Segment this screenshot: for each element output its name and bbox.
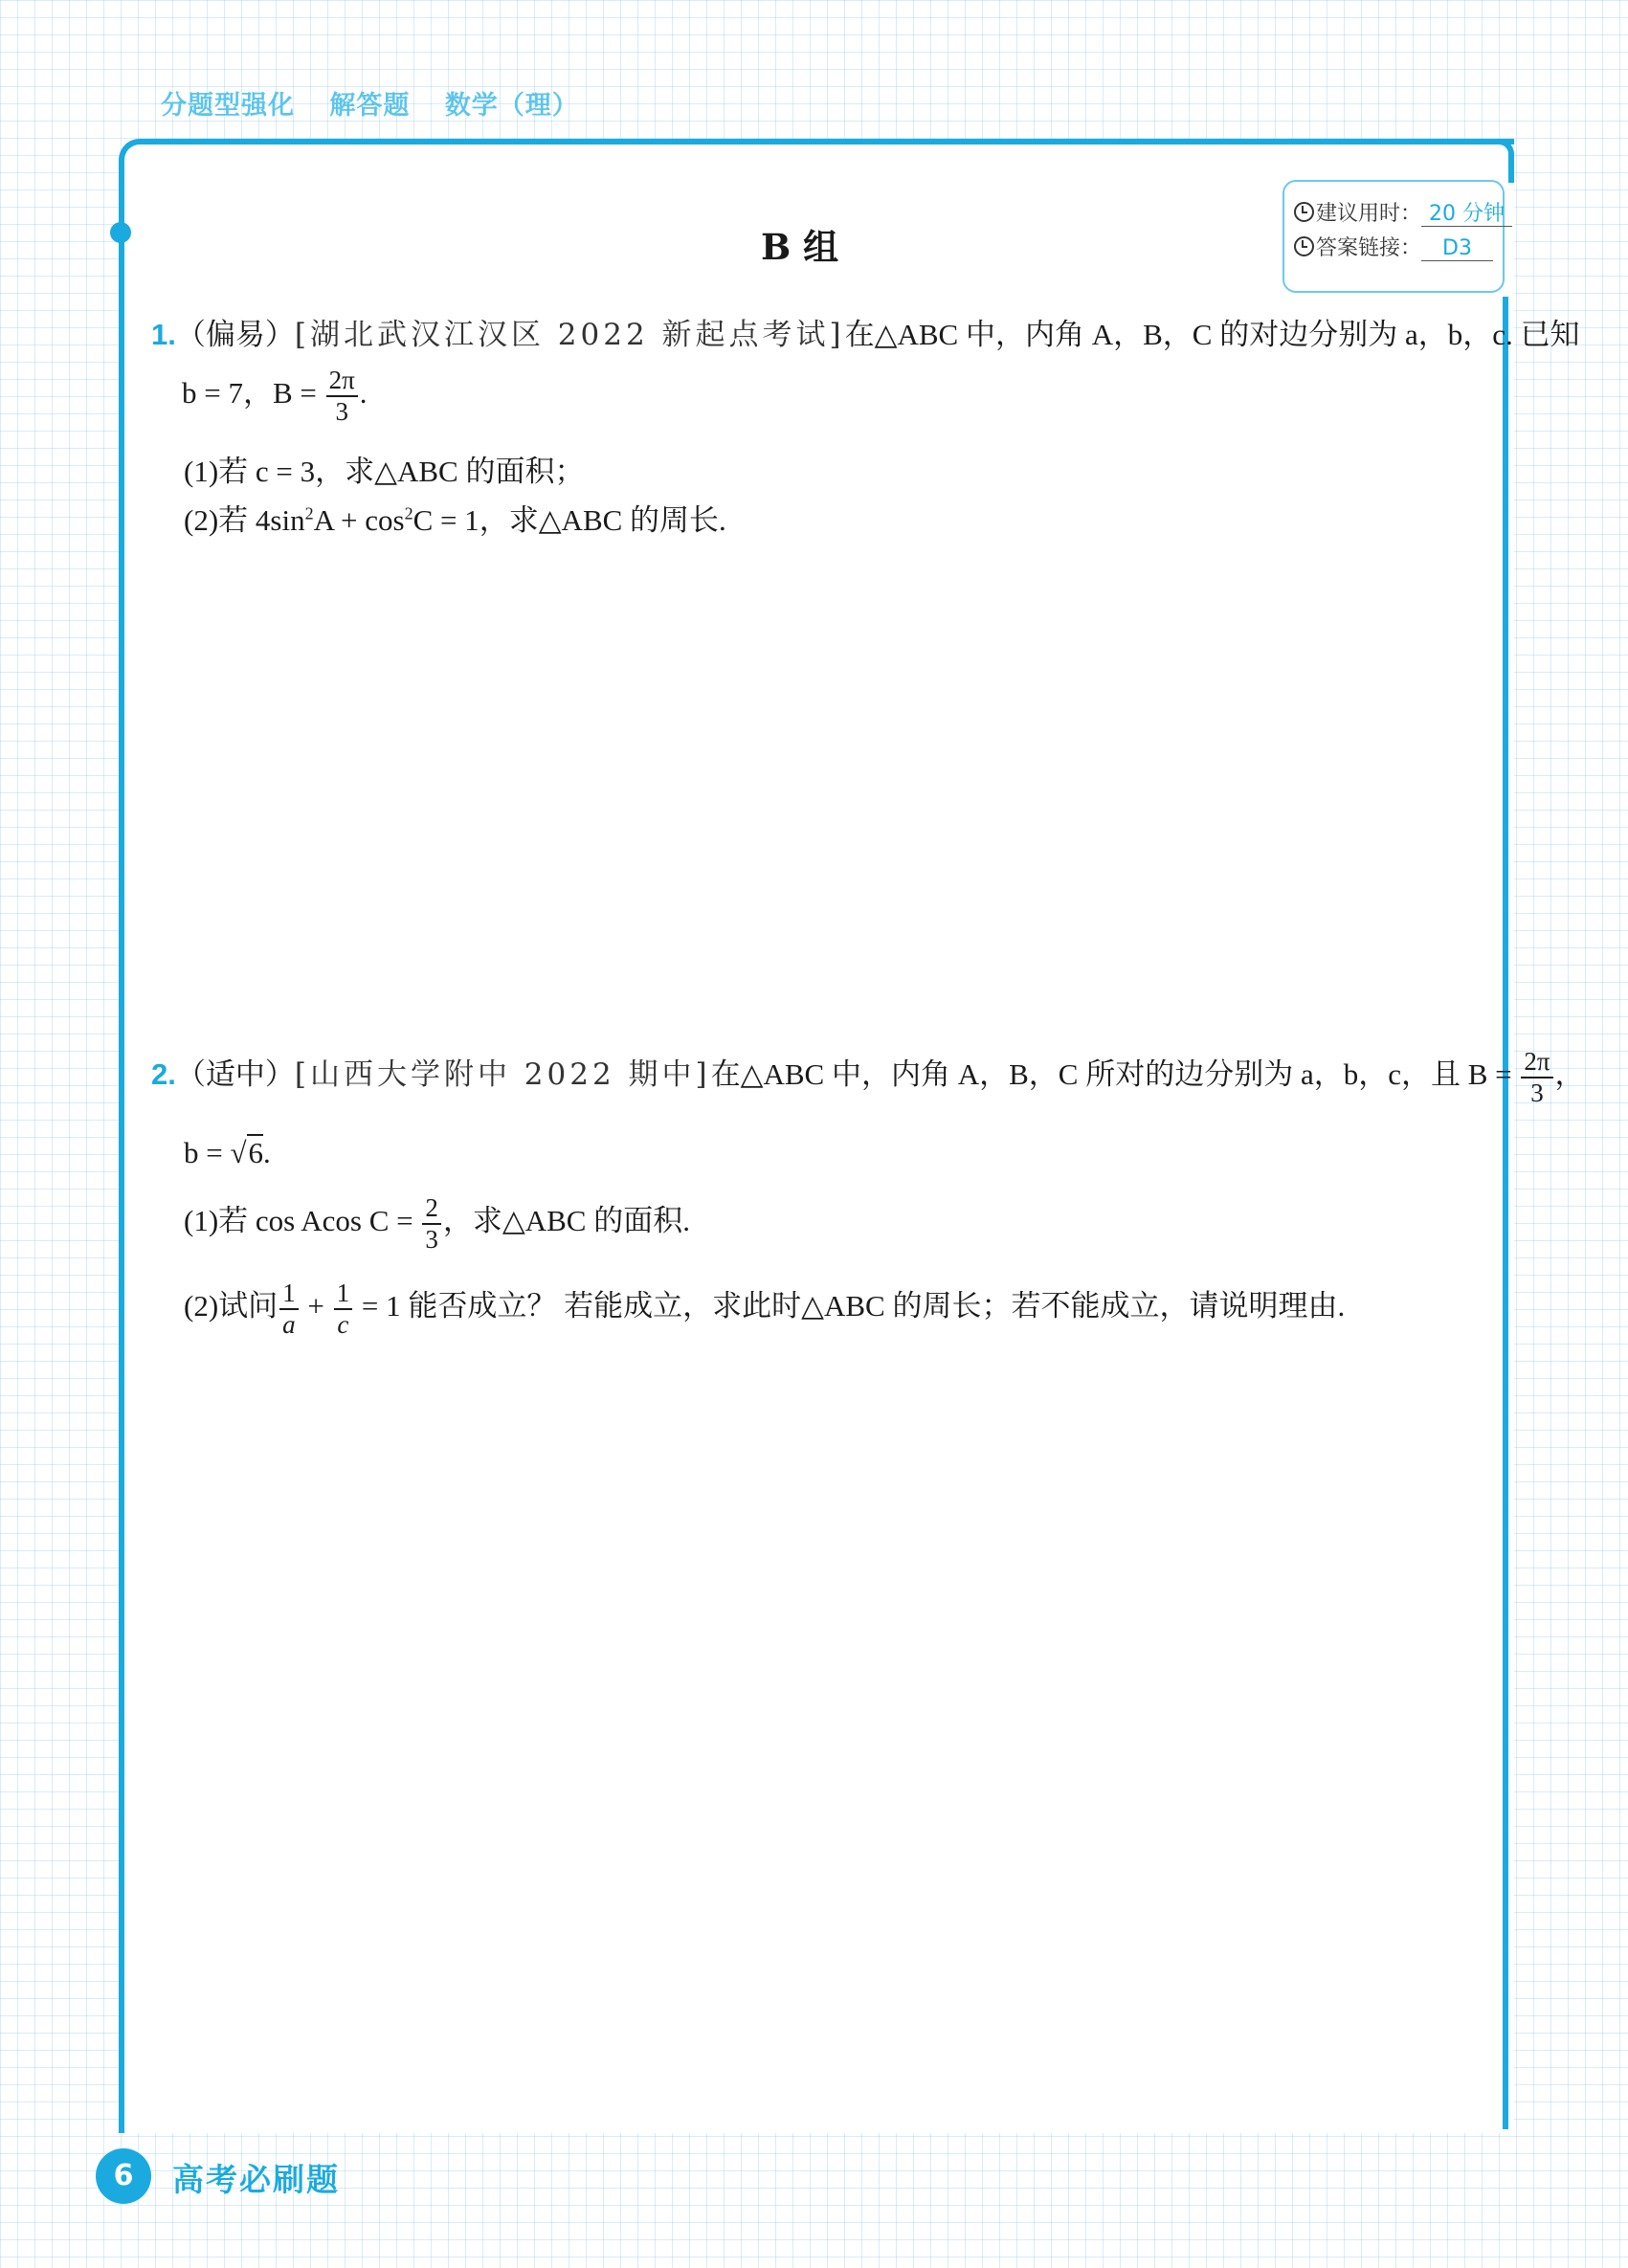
q2-part1-a: (1)若 cos Acos C = [184, 1204, 421, 1238]
link-icon [1294, 236, 1314, 256]
q1-frac-num: 2π [326, 366, 358, 397]
header-section: 分题型强化 [161, 91, 295, 121]
q1-part2-sup2: 2 [404, 503, 413, 523]
page-number-badge: 6 [96, 2148, 151, 2204]
q2-part2-d2: c [337, 1310, 349, 1340]
answer-row [1294, 232, 1493, 261]
q2-part1-num: 2 [422, 1193, 441, 1225]
group-title: B 组 [761, 226, 839, 268]
clock-icon [1294, 202, 1314, 222]
q2-part2-plus: + [300, 1289, 332, 1323]
q1-stem-text: 在△ABC 中，内角 A，B，C 的对边分别为 a，b，c. 已知 [844, 318, 1580, 351]
q2-sqrt-val: 6 [248, 1136, 263, 1169]
q1-part2-b: A + cos [313, 503, 405, 537]
q2-given-end: . [263, 1136, 271, 1169]
q2-source: [山西大学附中 2022 期中] [294, 1057, 711, 1093]
header-nav [161, 84, 604, 122]
q2-part2-frac1 [279, 1279, 299, 1340]
time-box [1282, 180, 1505, 293]
q2-stem [151, 1047, 1585, 1108]
panel-corner [1493, 139, 1514, 183]
header-type: 解答题 [329, 91, 411, 121]
header-subject: 数学（理） [444, 91, 579, 121]
time-label: 建议用时： [1316, 202, 1422, 226]
q2-stem-end: ， [1554, 1057, 1585, 1092]
q2-number: 2. [151, 1057, 176, 1092]
q2-part1 [184, 1193, 690, 1255]
q2-frac-num: 2π [1521, 1047, 1552, 1078]
q1-given-end: . [359, 376, 368, 411]
q1-source: [湖北武汉江汉区 2022 新起点考试] [294, 318, 845, 352]
q2-part2 [184, 1279, 1345, 1340]
time-row [1294, 197, 1512, 227]
q2-fraction [1521, 1047, 1552, 1108]
q1-fraction [326, 366, 358, 427]
q1-part2 [184, 502, 726, 538]
q1-stem [151, 317, 1580, 353]
q2-part2-b: = 1 能否成立？ 若能成立，求此时△ABC 的周长；若不能成立，请说明理由. [354, 1289, 1346, 1323]
q2-part1-b: ，求△ABC 的面积. [442, 1204, 690, 1238]
q1-number: 1. [151, 318, 176, 351]
q2-part2-n2: 1 [334, 1279, 353, 1310]
q2-stem-text: 在△ABC 中，内角 A，B，C 所对的边分别为 a，b，c，且 B = [710, 1057, 1520, 1092]
q1-part2-a: (2)若 4sin [184, 503, 305, 537]
panel-dot [110, 222, 131, 243]
q2-part2-d1: a [282, 1310, 296, 1340]
q2-part2-a: (2)试问 [184, 1289, 279, 1323]
q2-part1-den: 3 [425, 1225, 438, 1255]
q1-given [182, 366, 368, 427]
q2-given [184, 1135, 271, 1170]
q1-frac-den: 3 [335, 397, 348, 427]
q1-part2-sup1: 2 [304, 503, 314, 523]
answer-label: 答案链接： [1316, 236, 1422, 260]
q2-part2-n1: 1 [279, 1279, 299, 1310]
q2-part1-fraction [422, 1193, 441, 1255]
time-value: 20 分钟 [1421, 202, 1512, 227]
q2-difficulty: （适中） [175, 1057, 295, 1092]
q2-sqrt-sym: √ [230, 1136, 247, 1169]
q2-part2-frac2 [334, 1279, 353, 1340]
q2-frac-den: 3 [1530, 1078, 1544, 1108]
q1-part1: (1)若 c = 3，求△ABC 的面积； [184, 455, 585, 488]
panel-side-bar [1503, 297, 1508, 2129]
book-title: 高考必刷题 [172, 2161, 340, 2198]
q1-part2-c: C = 1，求△ABC 的周长. [413, 503, 726, 537]
answer-value: D3 [1421, 236, 1493, 261]
q1-given-text: b = 7，B = [182, 376, 324, 411]
content-panel [119, 139, 1514, 2133]
q1-difficulty: （偏易） [175, 318, 295, 351]
q2-given-text: b = [184, 1136, 231, 1169]
